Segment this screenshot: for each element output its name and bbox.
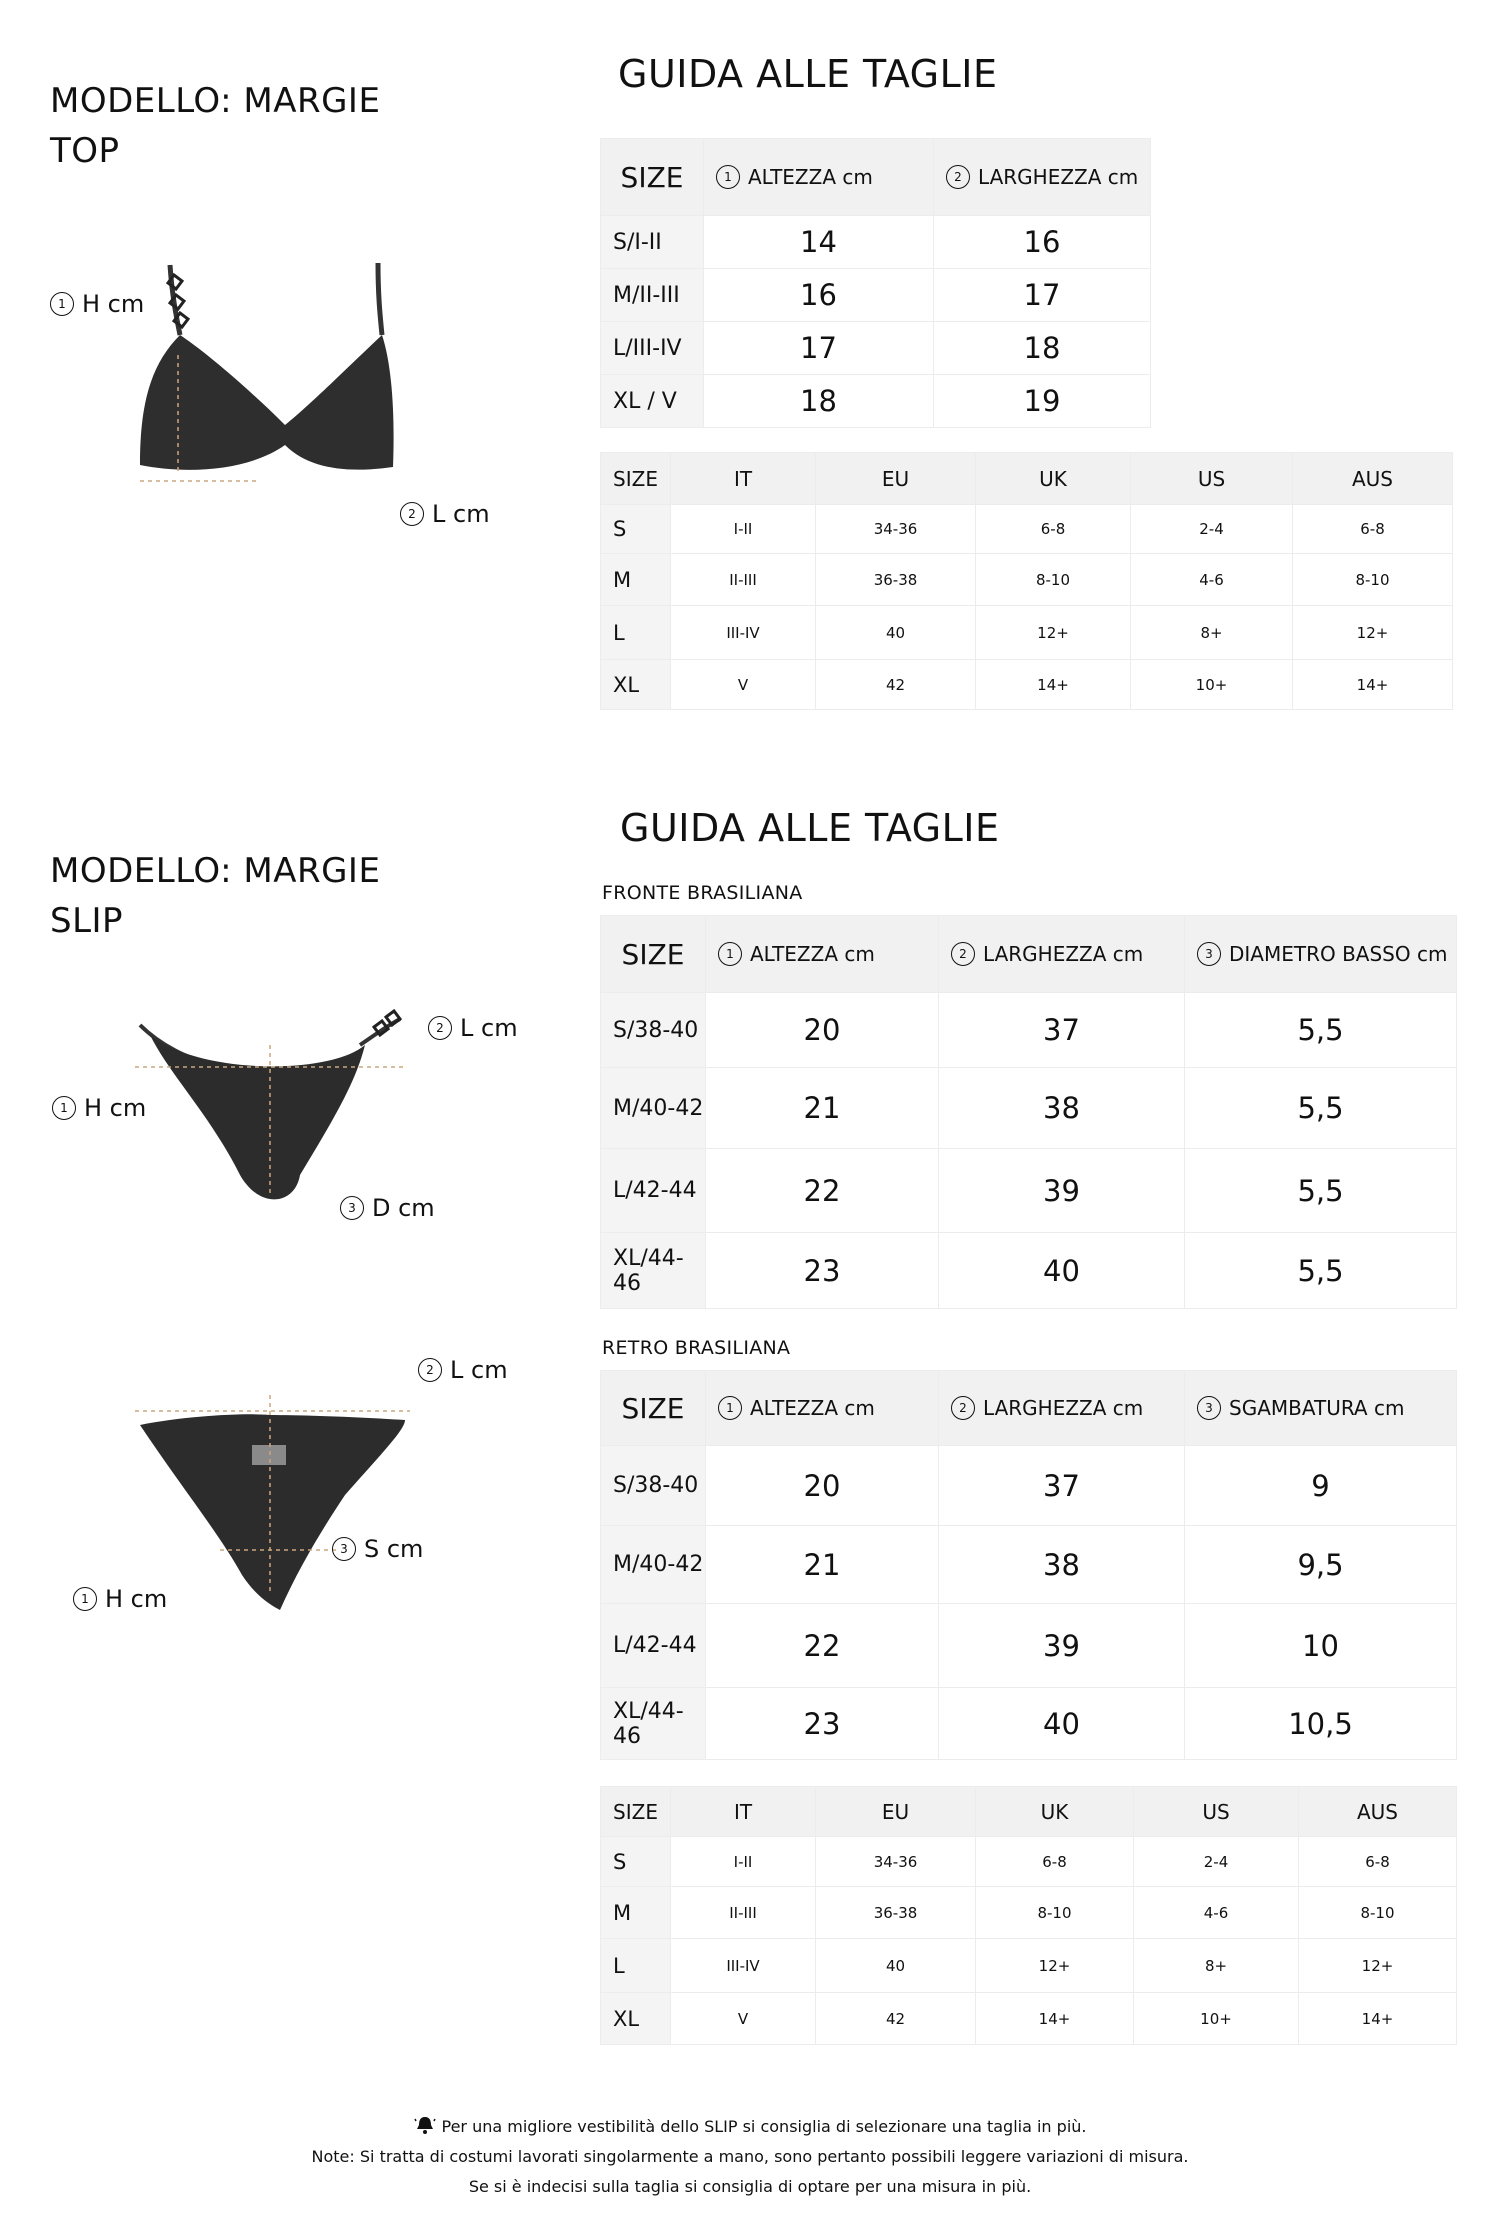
back-height-label: 1 H cm [73,1585,167,1613]
table-row: M/II-III 16 17 [601,269,1151,322]
column-header-altezza: 1 ALTEZZA cm [706,916,939,993]
back-width-label: 2 L cm [418,1356,508,1384]
conversion-header: EU [816,1787,976,1837]
front-height-label: 1 H cm [52,1094,146,1122]
back-section-label: RETRO BRASILIANA [602,1337,791,1359]
height-label-text: H cm [82,290,145,318]
table-row: S/I-II 14 16 [601,216,1151,269]
column-header-larghezza: 2 LARGHEZZA cm [934,139,1151,216]
top-conversion-table [600,452,1453,710]
column-header-altezza: 1 ALTEZZA cm [706,1371,939,1446]
conversion-header: EU [816,453,976,505]
table-row: XL / V 18 19 [601,375,1151,428]
note-line-2: Note: Si tratta di costumi lavorati singolarmente a mano, sono pertanto possibili leggere variazioni di misura. [311,2147,1189,2166]
width-label-text: L cm [432,500,490,528]
top-measurement-table [600,138,1151,428]
table-row: XL/44-46 23 40 10,5 [601,1688,1457,1760]
size-header: SIZE [601,139,704,216]
slip-model-title [50,846,380,946]
conversion-header: IT [671,1787,816,1837]
slip-model-line: MODELLO: MARGIE [50,851,381,891]
footer-notes [0,2112,1500,2202]
table-row: XL V 42 14+ 10+ 14+ [601,660,1453,710]
table-row: L III-IV 40 12+ 8+ 12+ [601,1939,1457,1993]
table-row: L III-IV 40 12+ 8+ 12+ [601,606,1453,660]
column-header-sgambatura: 3 SGAMBATURA cm [1185,1371,1457,1446]
top-part-line: TOP [50,131,120,171]
size-header: SIZE [601,1371,706,1446]
top-model-title [50,76,380,176]
top-guide-title: GUIDA ALLE TAGLIE [618,52,998,96]
note-line-3: Se si è indecisi sulla taglia si consiglia di optare per una misura in più. [468,2177,1032,2196]
conversion-header: AUS [1299,1787,1457,1837]
table-row: M II-III 36-38 8-10 4-6 8-10 [601,1887,1457,1939]
conversion-header: IT [671,453,816,505]
bell-alert-icon [414,2115,436,2135]
top-height-label [50,290,144,318]
top-width-label [400,500,490,528]
conversion-header: UK [976,1787,1134,1837]
slip-conversion-table [600,1786,1457,2045]
front-section-label: FRONTE BRASILIANA [602,882,803,904]
conversion-header: UK [976,453,1131,505]
table-row: L/42-44 22 39 5,5 [601,1149,1457,1233]
slip-guide-title: GUIDA ALLE TAGLIE [620,806,1000,850]
top-bikini-illustration [110,255,440,495]
front-brief-illustration [130,1005,420,1220]
size-header: SIZE [601,916,706,993]
back-measurement-table [600,1370,1457,1760]
table-row: S I-II 34-36 6-8 2-4 6-8 [601,505,1453,554]
conversion-header: SIZE [601,453,671,505]
top-model-line: MODELLO: MARGIE [50,81,381,121]
back-brief-illustration [130,1395,415,1615]
table-row: S/38-40 20 37 9 [601,1446,1457,1526]
front-width-label: 2 L cm [428,1014,518,1042]
column-header-altezza: 1 ALTEZZA cm [704,139,934,216]
back-sgambatura-label: 3 S cm [332,1535,423,1563]
table-row: L/42-44 22 39 10 [601,1604,1457,1688]
table-row: XL V 42 14+ 10+ 14+ [601,1993,1457,2045]
front-diameter-label: 3 D cm [340,1194,435,1222]
table-row: M/40-42 21 38 5,5 [601,1068,1457,1149]
note-line-1: Per una migliore vestibilità dello SLIP si consiglia di selezionare una taglia in più. [0,2112,1500,2142]
conversion-header: SIZE [601,1787,671,1837]
conversion-header: US [1134,1787,1299,1837]
table-row: S I-II 34-36 6-8 2-4 6-8 [601,1837,1457,1887]
table-row: M II-III 36-38 8-10 4-6 8-10 [601,554,1453,606]
conversion-header: AUS [1293,453,1453,505]
column-header-larghezza: 2 LARGHEZZA cm [939,1371,1185,1446]
height-number-badge: 1 [50,292,74,316]
column-header-larghezza: 2 LARGHEZZA cm [939,916,1185,993]
slip-part-line: SLIP [50,901,124,941]
column-header-diametro: 3 DIAMETRO BASSO cm [1185,916,1457,993]
table-row: M/40-42 21 38 9,5 [601,1526,1457,1604]
table-row: S/38-40 20 37 5,5 [601,993,1457,1068]
front-measurement-table [600,915,1457,1309]
table-row: XL/44-46 23 40 5,5 [601,1233,1457,1309]
conversion-header: US [1131,453,1293,505]
width-number-badge: 2 [400,502,424,526]
table-row: L/III-IV 17 18 [601,322,1151,375]
